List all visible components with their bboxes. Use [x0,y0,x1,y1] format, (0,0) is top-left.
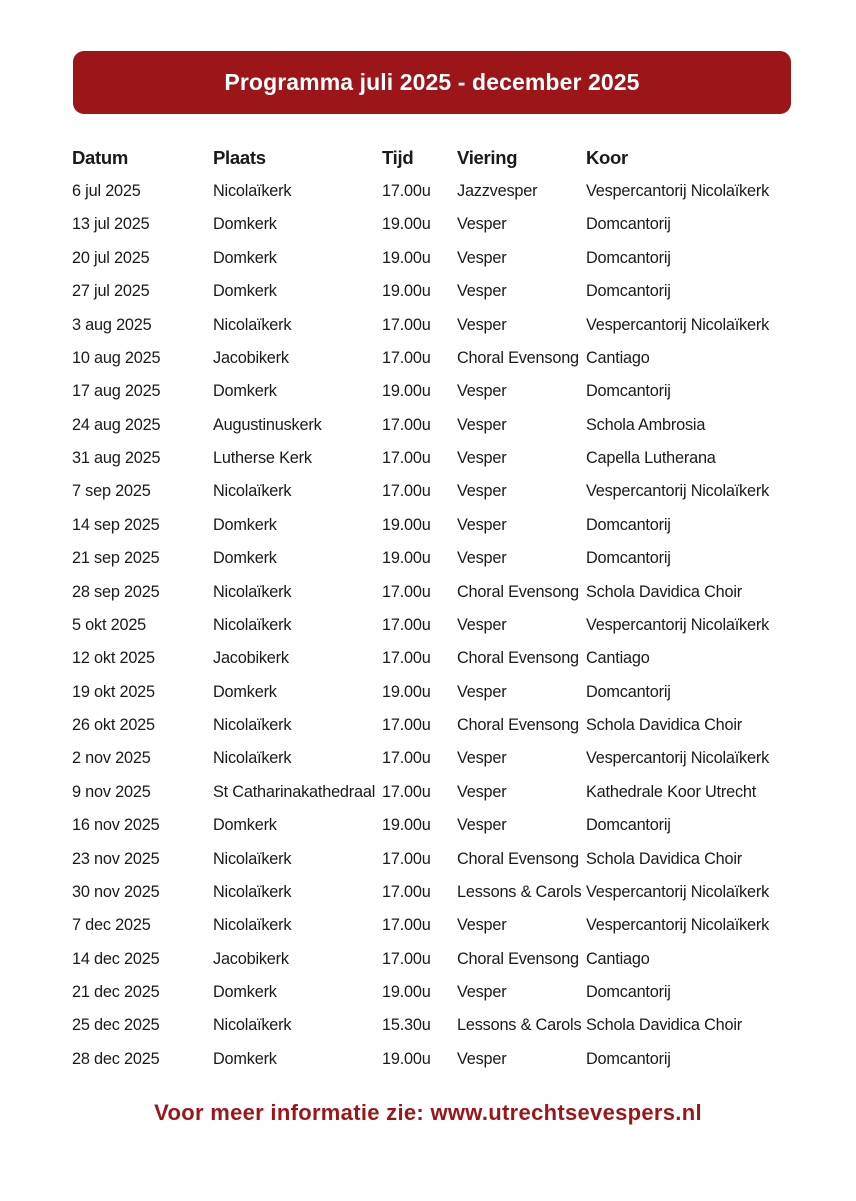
cell-tijd: 19.00u [382,515,431,534]
cell-plaats: Domkerk [213,382,277,401]
cell-tijd: 19.00u [382,983,431,1001]
cell-viering: Vesper [457,782,507,801]
cell-viering: Vesper [457,749,507,768]
cell-tijd: 19.00u [382,215,431,234]
header-tijd: Tijd [382,147,414,168]
cell-plaats: Nicolaïkerk [213,716,292,734]
cell-viering: Vesper [457,382,507,401]
cell-datum: 2 nov 2025 [72,749,151,768]
cell-viering: Choral Evensong [457,949,579,968]
cell-plaats: Jacobikerk [213,949,289,968]
cell-viering: Jazzvesper [457,182,538,200]
cell-datum: 14 dec 2025 [72,949,160,968]
cell-tijd: 19.00u [382,682,431,701]
cell-datum: 13 jul 2025 [72,215,150,234]
cell-plaats: Nicolaïkerk [213,882,292,901]
cell-plaats: Domkerk [213,983,277,1001]
cell-viering: Vesper [457,415,507,434]
cell-viering: Vesper [457,615,507,634]
table-row [72,175,792,208]
cell-datum: 21 sep 2025 [72,549,160,568]
table-row [72,1009,792,1042]
cell-koor: Schola Davidica Choir [586,1016,742,1035]
table-row [72,709,792,742]
table-row [72,442,792,475]
schedule-table [72,141,792,1076]
cell-plaats: Domkerk [213,682,277,701]
cell-koor: Domcantorij [586,1049,671,1068]
cell-plaats: Nicolaïkerk [213,849,292,868]
table-row [72,609,792,642]
cell-datum: 31 aug 2025 [72,449,161,467]
table-row [72,843,792,876]
cell-viering: Choral Evensong [457,716,579,734]
table-row [72,242,792,275]
cell-viering: Vesper [457,449,507,467]
cell-tijd: 17.00u [382,949,431,968]
table-row [72,943,792,976]
cell-plaats: Domkerk [213,215,277,234]
cell-plaats: Domkerk [213,248,277,267]
cell-plaats: St Catharinakathedraal [213,782,376,801]
cell-viering: Vesper [457,282,507,301]
cell-viering: Vesper [457,816,507,835]
table-row [72,909,792,942]
cell-viering: Vesper [457,515,507,534]
table-row [72,809,792,842]
cell-viering: Choral Evensong [457,582,579,601]
cell-koor: Domcantorij [586,215,671,234]
table-row [72,509,792,542]
cell-tijd: 19.00u [382,1049,431,1068]
cell-tijd: 17.00u [382,716,431,734]
table-row [72,776,792,809]
cell-koor: Domcantorij [586,382,671,401]
cell-tijd: 19.00u [382,816,431,835]
cell-tijd: 17.00u [382,415,431,434]
cell-viering: Choral Evensong [457,348,579,367]
cell-plaats: Jacobikerk [213,348,289,367]
cell-tijd: 17.00u [382,348,431,367]
cell-koor: Domcantorij [586,549,671,568]
cell-datum: 19 okt 2025 [72,682,155,701]
table-row [72,375,792,408]
cell-viering: Lessons & Carols [457,882,582,901]
cell-tijd: 17.00u [382,849,431,868]
cell-plaats: Nicolaïkerk [213,582,292,601]
cell-viering: Vesper [457,549,507,568]
cell-plaats: Nicolaïkerk [213,615,292,634]
cell-datum: 5 okt 2025 [72,615,147,634]
cell-datum: 24 aug 2025 [72,415,161,434]
cell-koor: Domcantorij [586,682,671,701]
cell-viering: Vesper [457,248,507,267]
cell-koor: Vespercantorij Nicolaïkerk [586,315,770,334]
cell-datum: 27 jul 2025 [72,282,150,301]
cell-datum: 7 dec 2025 [72,916,151,935]
cell-koor: Domcantorij [586,515,671,534]
cell-viering: Vesper [457,215,507,234]
cell-viering: Vesper [457,315,507,334]
cell-datum: 3 aug 2025 [72,315,152,334]
cell-tijd: 19.00u [382,282,431,301]
cell-tijd: 17.00u [382,315,431,334]
cell-koor: Domcantorij [586,816,671,835]
cell-tijd: 19.00u [382,248,431,267]
cell-plaats: Lutherse Kerk [213,449,312,467]
table-row [72,876,792,909]
cell-tijd: 17.00u [382,649,431,668]
cell-plaats: Domkerk [213,1049,277,1068]
table-row [72,475,792,508]
cell-datum: 6 jul 2025 [72,182,141,200]
table-row [72,342,792,375]
cell-viering: Choral Evensong [457,849,579,868]
cell-tijd: 19.00u [382,382,431,401]
cell-datum: 17 aug 2025 [72,382,161,401]
header-koor: Koor [586,147,628,168]
cell-koor: Domcantorij [586,248,671,267]
table-row [72,208,792,241]
cell-datum: 9 nov 2025 [72,782,151,801]
cell-plaats: Augustinuskerk [213,415,322,434]
cell-plaats: Domkerk [213,816,277,835]
footer-info: Voor meer informatie zie: www.utrechtsevespers.nl [154,1100,702,1125]
table-header-row [72,141,792,175]
cell-koor: Vespercantorij Nicolaïkerk [586,615,770,634]
cell-koor: Vespercantorij Nicolaïkerk [586,749,770,768]
title-banner [73,51,791,114]
cell-viering: Vesper [457,482,507,501]
table-row [72,642,792,675]
table-row [72,409,792,442]
cell-plaats: Domkerk [213,549,277,568]
cell-datum: 20 jul 2025 [72,248,150,267]
cell-datum: 23 nov 2025 [72,849,160,868]
cell-datum: 21 dec 2025 [72,983,160,1001]
table-row [72,275,792,308]
cell-koor: Schola Davidica Choir [586,849,742,868]
cell-tijd: 17.00u [382,482,431,501]
header-plaats: Plaats [213,147,266,168]
cell-koor: Vespercantorij Nicolaïkerk [586,882,770,901]
cell-plaats: Domkerk [213,282,277,301]
cell-viering: Vesper [457,1049,507,1068]
cell-tijd: 17.00u [382,782,431,801]
cell-plaats: Nicolaïkerk [213,482,292,501]
cell-koor: Cantiago [586,949,650,968]
cell-tijd: 17.00u [382,615,431,634]
cell-koor: Domcantorij [586,282,671,301]
table-row [72,676,792,709]
cell-datum: 10 aug 2025 [72,348,161,367]
header-viering: Viering [457,147,518,168]
cell-plaats: Nicolaïkerk [213,315,292,334]
cell-datum: 26 okt 2025 [72,716,155,734]
cell-koor: Vespercantorij Nicolaïkerk [586,482,770,501]
cell-tijd: 17.00u [382,582,431,601]
cell-koor: Schola Davidica Choir [586,582,742,601]
cell-datum: 14 sep 2025 [72,515,160,534]
cell-koor: Schola Davidica Choir [586,716,742,734]
cell-datum: 16 nov 2025 [72,816,160,835]
cell-koor: Capella Lutherana [586,449,716,467]
cell-tijd: 17.00u [382,182,431,200]
table-row [72,742,792,775]
cell-datum: 28 sep 2025 [72,582,160,601]
cell-viering: Vesper [457,983,507,1001]
cell-viering: Vesper [457,682,507,701]
cell-koor: Vespercantorij Nicolaïkerk [586,182,770,200]
cell-tijd: 15.30u [382,1016,431,1035]
cell-plaats: Domkerk [213,515,277,534]
cell-datum: 7 sep 2025 [72,482,151,501]
cell-datum: 12 okt 2025 [72,649,155,668]
cell-tijd: 17.00u [382,882,431,901]
cell-viering: Choral Evensong [457,649,579,668]
cell-plaats: Nicolaïkerk [213,916,292,935]
cell-tijd: 17.00u [382,916,431,935]
table-body [72,175,792,1076]
table-row [72,1043,792,1076]
cell-datum: 25 dec 2025 [72,1016,160,1035]
cell-tijd: 17.00u [382,449,431,467]
cell-koor: Cantiago [586,348,650,367]
table-row [72,309,792,342]
cell-tijd: 17.00u [382,749,431,768]
cell-datum: 28 dec 2025 [72,1049,160,1068]
cell-datum: 30 nov 2025 [72,882,160,901]
table-row [72,542,792,575]
cell-plaats: Nicolaïkerk [213,1016,292,1035]
table-row [72,576,792,609]
page-title: Programma juli 2025 - december 2025 [224,69,640,95]
cell-plaats: Nicolaïkerk [213,749,292,768]
cell-viering: Lessons & Carols [457,1016,582,1035]
cell-koor: Schola Ambrosia [586,415,706,434]
cell-plaats: Jacobikerk [213,649,289,668]
cell-koor: Vespercantorij Nicolaïkerk [586,916,770,935]
cell-viering: Vesper [457,916,507,935]
cell-koor: Domcantorij [586,983,671,1001]
cell-tijd: 19.00u [382,549,431,568]
table-row [72,976,792,1009]
cell-koor: Cantiago [586,649,650,668]
header-datum: Datum [72,147,129,168]
cell-plaats: Nicolaïkerk [213,182,292,200]
cell-koor: Kathedrale Koor Utrecht [586,782,757,801]
